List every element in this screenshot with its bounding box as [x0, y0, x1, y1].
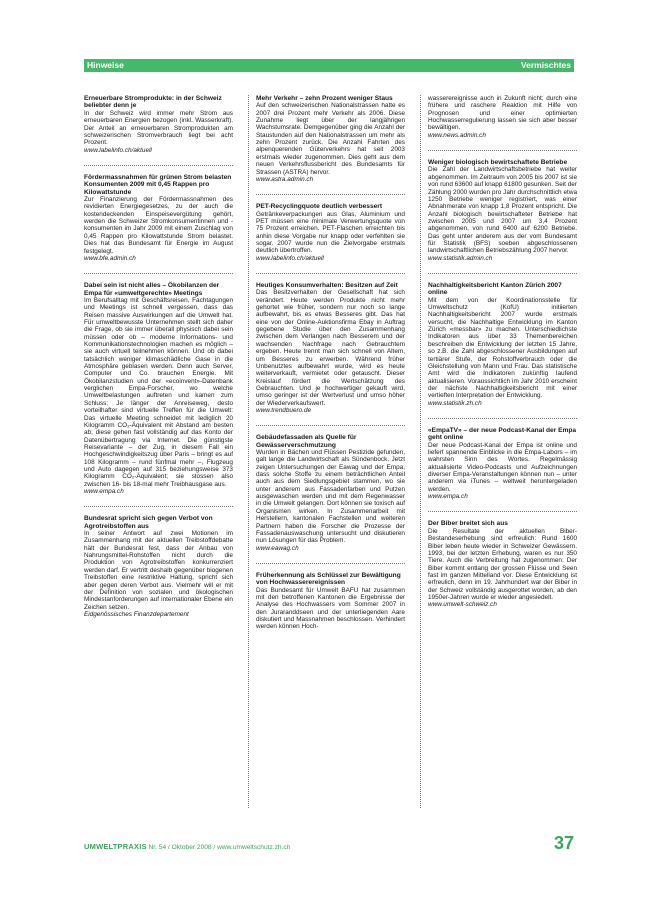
- article-body: wasserereignisse auch in Zukunft nicht; durch eine frühere und raschere Reaktion mit Hilfe von Prognosen und einer optimierten Hochwasserregulierung lassen sie sich aber besser bewältigen.: [428, 95, 577, 132]
- article-source-link: Eidgenössisches Finanzdepartement: [84, 610, 189, 618]
- article-title: Gebäudefassaden als Quelle für Gewässerverschmutzung: [256, 434, 357, 449]
- article-title: Weniger biologisch bewirtschaftete Betriebe: [428, 159, 568, 167]
- article-source-link[interactable]: www.trendbuero.de: [256, 406, 312, 414]
- article-body: Wurden in Bächen und Flüssen Pestizide gefunden, galt lange die Landwirtschaft als Sündenbock. Jetzt zeigen Untersuchungen der Eawag und der Empa, dass solche Stoffe zu einem beträchtlichen Anteil auch aus dem Siedlungsgebiet stammen, wo sie unter anderem aus Fassadenfarben und Putzen ausgewaschen werden und mit dem Regenwasser in die Umwelt gelangen. Dort können sie toxisch auf Organismen wirken. In Zusammenarbeit mit Herstellern, kantonalen Fachstellen und weiteren Partnern haben die Forscher die Prozesse der Fassadenauswaschung untersucht und diskutieren nun Lösungen für das Problem.: [256, 449, 405, 545]
- page-number: 37: [553, 833, 574, 853]
- article-separator: [428, 418, 577, 419]
- article-source-link[interactable]: www.statistik.zh.ch: [428, 399, 482, 407]
- section-label-left: Hinweise: [87, 60, 124, 70]
- footer-issue: Nr. 54 / Oktober 2008: [148, 844, 212, 851]
- article: [428, 520, 577, 608]
- article: [84, 515, 233, 618]
- article-separator: [428, 150, 577, 151]
- article: [84, 95, 233, 154]
- article-source-link[interactable]: www.news.admin.ch: [428, 131, 486, 139]
- article-body: Die Resultate der aktuellen Biber-Bestandeserhebung sind erfreulich: Rund 1600 Biber leben heute wieder in Schweizer Gewässern. 1993, bei der letzten Erhebung, waren es nur 350 Tiere. Auch die Verbreitung hat zugenommen: Der Biber kommt entlang der grossen Flüsse und Seen fast im ganzen Mittelland vor. Diese Entwicklung ist erfreulich, denn im 19. Jahrhundert war der Biber in der Schweiz vollständig ausgerottet worden, ab den 1950er-Jahren wurde er wieder angesiedelt.: [428, 527, 577, 601]
- article-body: Im Berufsalltag mit Geschäftsreisen, Fachtagungen und Meetings ist schnell vergessen, dass das Reisen massive Auswirkungen auf die Umwelt hat. Für umweltbewusste Unternehmen stellt sich daher die Frage, ob sie immer überall physisch dabei sein müssen oder ob – moderne Informations- und Kommunikationstechnologien machen es möglich – sie auch virtuell teilnehmen können. Und ob dabei tatsächlich weniger klimaschädliche Gase in die Atmosphäre geblasen werden. Denn auch Server, Computer und Co. brauchen Energie. Mit Ökobilanzstudien und der «ecoinvent»-Datenbank verglichen Empa-Forscher, wo welche Umweltbelastungen auftreten und kamen zum Schluss: Je länger der Anreiseweg, desto vorteilhafter sind virtuelle Treffen für die Umwelt: Das virtuelle Meeting schneidet mit lediglich 20 Kilogramm CO₂-Äquivalent mit Abstand am besten ab; diese gehen fast vollständig auf das Konto der Datenübertragung via Internet. Die günstigste Reisevariante – der Zug, in diesem Fall ein Hochgeschwindigkeitszug über Paris – bringt es auf 108 Kilogramm – rund fünfmal mehr –, Flugzeug und Auto dagegen auf 315 beziehungsweise 373 Kilogramm CO₂-Äquivalent; sie stossen also zwischen 16- bis 18-mal mehr Treibhausgase aus.: [84, 297, 233, 488]
- article: [428, 159, 577, 262]
- article: [256, 203, 405, 262]
- article: [84, 174, 233, 262]
- article-separator: [84, 506, 233, 507]
- article-title: Fördermassnahmen für grünen Strom belasten Konsumenten 2009 mit 0,45 Rappen pro Kilowattstunde: [84, 173, 232, 196]
- article: [256, 572, 405, 631]
- article-title: Der Biber breitet sich aus: [428, 520, 508, 528]
- article: [428, 282, 577, 407]
- article-title: Mehr Verkehr – zehn Prozent weniger Staus: [256, 95, 393, 102]
- column-3: [428, 95, 577, 620]
- article-title: «EmpaTV» – der neue Podcast-Kanal der Empa geht online: [428, 426, 577, 442]
- article-source-link[interactable]: www.empa.ch: [84, 487, 124, 495]
- article-source-link[interactable]: www.astra.admin.ch: [256, 175, 314, 183]
- article-source-link[interactable]: www.labelinfo.ch/aktuell: [256, 254, 324, 262]
- article-title: Bundesrat spricht sich gegen Verbot von Agrotreibstoffen aus: [84, 515, 213, 530]
- article-separator: [256, 194, 405, 195]
- article-title: PET-Recyclingquote deutlich verbessert: [256, 203, 383, 211]
- column-divider: [248, 95, 249, 808]
- article-body: Auf den schweizerischen Nationalstrassen hatte es 2007 drei Prozent mehr Verkehr als 2006. Diese Zunahme liegt über der langjährigen Wachstumsrate. Demgegenüber ging die Anzahl der Staustunden auf den Nationalstrassen um mehr als zehn Prozent zurück. Die Anzahl Fahrten des alpenquerenden Güterverkehrs hat seit 2003 erstmals wieder zugenommen. Dies geht aus dem neuen Verkehrsflussbericht des Bundesamts für Strassen (ASTRA) hervor.: [256, 102, 405, 176]
- article-body: Die Zahl der Landwirtschaftsbetriebe hat weiter abgenommen. Im Zeitraum von 2005 bis 2007 ist sie von rund 63600 auf knapp 61800 gesunken. Seit der Zählung 2000 wurden pro Jahr durchschnittlich etwa 1250 Betriebe weniger registriert, was einer Abnahmerate von knapp 1,8 Prozent entspricht. Die Anzahl biologisch bewirtschafteter Betriebe hat zwischen 2005 und 2007 um 3,4 Prozent abgenommen, von rund 6400 auf 6200 Betriebe. Das geht unter anderem aus der vom Bundesamt für Statistik (BFS) soeben abgeschlossenen landwirtschaftlichen Betriebszählung 2007 hervor.: [428, 166, 577, 255]
- footer-brand: UMWELTPRAXIS: [84, 842, 147, 851]
- article-body: In der Schweiz wird immer mehr Strom aus erneuerbaren Energien bezogen (inkl. Wasserkraft). Der Anteil an erneuerbaren Stromprodukten am schweizerischen Stromverbrauch liegt bei acht Prozent.: [84, 109, 233, 147]
- article-body: Der neue Podcast-Kanal der Empa ist online und liefert spannende Einblicke in die Empa-Labors – im wahrsten Sinn des Wortes. Regelmässig aktualisierte Video-Podcasts und Aufzeichnungen diverser Empa-Veranstaltungen können nun – unter anderem via iTunes – weltweit heruntergeladen werden.: [428, 441, 577, 493]
- footer-url[interactable]: www.umweltschutz.zh.ch: [217, 844, 291, 851]
- column-1: [84, 95, 233, 629]
- article-body: Getränkeverpackungen aus Glas, Aluminium und PET müssen eine minimale Verwertungsquote von 75 Prozent erreichen. PET-Flaschen erreichten bis anhin diese Vorgabe nur knapp oder verfehlten sie sogar. 2007 wurde nun die Zielvorgabe erstmals deutlich übertroffen.: [256, 210, 405, 255]
- article-separator: [428, 273, 577, 274]
- column-2: [256, 95, 405, 642]
- page-footer: UMWELTPRAXIS Nr. 54 / Oktober 2008 / www.umweltschutz.zh.ch 37: [84, 833, 574, 853]
- article-source-link[interactable]: www.empa.ch: [428, 493, 468, 501]
- article-separator: [84, 165, 233, 166]
- article-title: Dabei sein ist nicht alles – Ökobilanzen der Empa für «umweltgerechte» Meetings: [84, 282, 220, 297]
- article-separator: [256, 563, 405, 564]
- article-body: In seiner Antwort auf zwei Motionen im Zusammenhang mit der aktuellen Treibstoffdebatte hält der Bundesrat fest, dass der Anbau von Nahrungsmittel-Rohstoffen nicht durch die Produktion von Agrotreibstoffen konkurrenziert werden darf. Er vertritt deshalb gegenüber biogenen Treibstoffen eine restriktive Haltung, spricht sich aber gegen deren Verbot aus. Vielmehr will er mit der Definition von sozialen und ökologischen Mindestanforderungen auf internationaler Ebene ein Zeichen setzen.: [84, 530, 233, 611]
- article: [428, 427, 577, 501]
- article: [428, 95, 577, 139]
- article: [84, 282, 233, 495]
- column-divider: [420, 95, 421, 808]
- article-source-link[interactable]: www.labelinfo.ch/aktuell: [84, 146, 152, 154]
- article-body: Mit dem von der Koordinationsstelle für Umweltschutz (KofU) initiierten Nachhaltigkeitsbericht 2007 wurde erstmals versucht, die Nachhaltige Entwicklung im Kanton Zürich «messbar» zu machen. Unterschiedlichste Indikatoren aus über 33 Themenbereichen beschreiben die Entwicklung der letzten 15 Jahre, so z.B. die Zahl abgeschlossener Ausbildungen auf tertiärer Stufe, der Rohstoffverbrauch oder die Gleichstellung von Mann und Frau. Das statistische Amt wird die Indikatoren zukünftig laufend aktualisieren. Voraussichtlich im Jahr 2010 erscheint der nächste Nachhaltigkeitsbericht mit einer vertieften Interpretation der Entwicklung.: [428, 296, 577, 400]
- article-source-link[interactable]: www.statistik.admin.ch: [428, 254, 493, 262]
- article: [256, 95, 405, 183]
- article-title: Heutiges Konsumverhalten: Besitzen auf Zeit: [256, 282, 398, 289]
- article-separator: [428, 511, 577, 512]
- article: [256, 434, 405, 552]
- article-separator: [84, 273, 233, 274]
- article-body: Zur Finanzierung der Fördermassnahmen des revidierten Energiegesetzes, zu der auch die kostendeckenden Einspeisevergütung gehört, werden die Schweizer Stromkonsumentinnen und -konsumenten im Jahr 2009 mit einem Zuschlag von 0,45 Rappen pro Kilowattstunde Strom belastet. Dies hat das Bundesamt für Energie im August festgelegt.: [84, 196, 233, 255]
- article-title: Erneuerbare Stromprodukte: in der Schweiz beliebter denn je: [84, 95, 222, 110]
- article-separator: [256, 273, 405, 274]
- article-title: Früherkennung als Schlüssel zur Bewältigung von Hochwasserereignissen: [256, 571, 401, 587]
- article-source-link[interactable]: www.bfe.admin.ch: [84, 254, 136, 262]
- section-header-bar: [84, 59, 574, 72]
- article-title: Nachhaltigkeitsbericht Kanton Zürich 2007 online: [428, 281, 562, 297]
- article-body: Das Besitzverhalten der Gesellschaft hat sich verändert. Heute werden Produkte nicht mehr gehortet wie früher, sondern nur noch so lange aufbewahrt, bis es etwas Besseres gibt. Das hat eine von der Online-Auktionsfirma Ebay in Auftrag gegebene Studie über den Zusammenhang zwischen dem Verlangen nach Besserem und der wachsenden Nachfrage nach Gebrauchtem ergeben. Heute trennt man sich schnell von Altem, um Besseres zu erwerben. Während früher Unbenutztes aufbewahrt wurde, wird es heute weiterverkauft, vermietet oder getauscht. Dieser Kreislauf fördert die Wertschätzung des Gebrauchten. Und je hochwertiger gekauft wird, umso geringer ist der Wertverlust und umso höher der Wiederverkaufswert.: [256, 289, 405, 407]
- article: [256, 282, 405, 414]
- article-source-link[interactable]: www.umwelt-schweiz.ch: [428, 601, 497, 609]
- section-label-right: Vermischtes: [520, 60, 571, 70]
- article-source-link[interactable]: www.eawag.ch: [256, 544, 299, 552]
- article-body: Das Bundesamt für Umwelt BAFU hat zusammen mit den betroffenen Kantonen die Ergebnisse der Analyse des Hochwassers vom Sommer 2007 in den Juraranddseen und der unterliegenden Aare diskutiert und Massnahmen beschlossen. Verhindert werden können Hoch-: [256, 586, 405, 631]
- article-separator: [256, 425, 405, 426]
